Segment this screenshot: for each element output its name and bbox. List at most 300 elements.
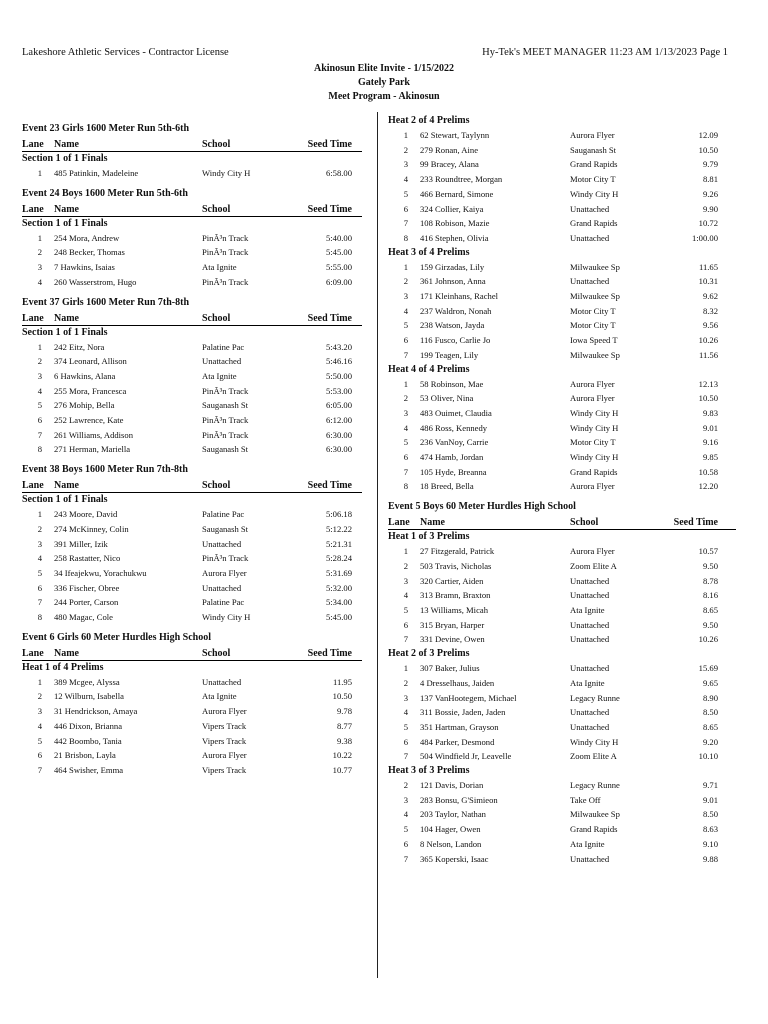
seed-time: 8.63 (702, 824, 718, 835)
athlete-name: 315 Bryan, Harper (420, 619, 485, 630)
athlete-name: 351 Hartman, Grayson (420, 721, 499, 732)
school-name: Unattached (202, 538, 242, 549)
entry-row (22, 566, 362, 581)
col-school-header: School (202, 480, 231, 492)
entry-row (388, 588, 736, 603)
seed-time: 10.77 (332, 764, 352, 775)
seed-time: 9.50 (702, 619, 718, 630)
lane-number: 7 (403, 853, 408, 864)
col-seed-header: Seed Time (307, 312, 352, 324)
lane-number: 3 (403, 159, 408, 170)
seed-time: 8.16 (702, 590, 718, 601)
seed-time: 10.22 (332, 750, 352, 761)
lane-number: 1 (403, 130, 408, 140)
entry-row (388, 749, 736, 764)
lane-number: 7 (37, 597, 42, 608)
seed-time: 8.90 (702, 692, 718, 703)
event-block (22, 296, 362, 458)
school-name: Palatine Pac (202, 597, 245, 608)
col-name-header: Name (54, 647, 79, 659)
lane-number: 2 (37, 356, 42, 367)
school-name: Legacy Runne (570, 780, 620, 791)
entry-row (22, 704, 362, 719)
event-block (388, 500, 736, 866)
entry-row (388, 377, 736, 392)
athlete-name: 254 Mora, Andrew (54, 232, 120, 243)
school-name: PinÃ³n Track (202, 232, 249, 243)
seed-time: 5:43.20 (325, 341, 352, 352)
meet-header (0, 62, 768, 104)
entry-row (388, 559, 736, 574)
entry-row (388, 705, 736, 720)
school-name: Unattached (570, 634, 610, 645)
athlete-name: 21 Brisbon, Layla (54, 750, 116, 761)
seed-time: 6:09.00 (325, 276, 352, 287)
school-name: Windy City H (570, 736, 619, 747)
lane-number: 6 (403, 736, 408, 747)
lane-number: 3 (37, 262, 42, 273)
entry-row (388, 318, 736, 333)
lane-number: 7 (403, 751, 408, 762)
entry-row (388, 778, 736, 793)
seed-time: 8.50 (702, 809, 718, 820)
lane-number: 4 (403, 174, 408, 185)
lane-number: 7 (403, 634, 408, 645)
entry-row (388, 837, 736, 852)
col-seed-header: Seed Time (307, 139, 352, 150)
heat-label: Section 1 of 1 Finals (22, 217, 108, 229)
seed-time: 9.79 (702, 159, 718, 170)
event-title: Event 23 Girls 1600 Meter Run 5th-6th (22, 123, 190, 134)
athlete-name: 236 VanNoy, Carrie (420, 437, 489, 448)
school-name: Grand Rapids (570, 824, 618, 835)
school-name: Windy City H (570, 422, 619, 433)
meet-title: Akinosun Elite Invite - 1/15/2022 (313, 63, 455, 74)
athlete-name: 474 Hamb, Jordan (420, 452, 484, 463)
col-lane-header: Lane (22, 312, 44, 324)
athlete-name: 313 Bramn, Braxton (420, 590, 491, 601)
col-seed-header: Seed Time (307, 647, 352, 659)
col-name-header: Name (420, 517, 445, 529)
seed-time: 9.26 (702, 188, 718, 199)
entry-row (388, 435, 736, 450)
entry-row (388, 544, 736, 559)
col-school-header: School (202, 647, 231, 659)
event-block (22, 187, 362, 290)
entry-row (22, 428, 362, 443)
athlete-name: 233 Roundtree, Morgan (420, 174, 503, 185)
athlete-name: 105 Hyde, Breanna (420, 466, 487, 477)
school-name: Grand Rapids (570, 466, 618, 477)
lane-number: 3 (37, 538, 42, 549)
event-title: Event 5 Boys 60 Meter Hurdles High School (388, 501, 576, 513)
seed-time: 9.83 (702, 407, 718, 418)
seed-time: 9.38 (336, 735, 352, 746)
school-name: Iowa Speed T (570, 335, 618, 346)
school-name: Motor City T (570, 320, 616, 331)
lane-number: 2 (403, 677, 408, 688)
entry-row (22, 507, 362, 522)
school-name: Unattached (570, 707, 610, 718)
school-name: PinÃ³n Track (202, 247, 249, 258)
entry-row (388, 807, 736, 822)
column-headers (388, 516, 736, 530)
seed-time: 10.26 (698, 335, 718, 346)
seed-time: 10.50 (698, 393, 718, 404)
lane-number: 5 (403, 437, 408, 448)
school-name: Aurora Flyer (202, 567, 247, 578)
entry-row (388, 421, 736, 436)
athlete-name: 258 Rastatter, Nico (54, 553, 121, 564)
athlete-name: 27 Fitzgerald, Patrick (420, 546, 495, 557)
school-name: Windy City H (570, 452, 619, 463)
col-lane-header: Lane (22, 480, 44, 492)
lane-number: 4 (403, 707, 408, 718)
entry-row (388, 304, 736, 319)
entry-row (388, 603, 736, 618)
athlete-name: 116 Fusco, Carlie Jo (420, 335, 491, 346)
athlete-name: 243 Moore, David (54, 509, 118, 520)
entry-row (388, 691, 736, 706)
athlete-name: 252 Lawrence, Kate (54, 415, 124, 426)
lane-number: 2 (37, 247, 42, 258)
lane-number: 1 (403, 378, 408, 389)
athlete-name: 504 Windfield Jr, Leavelle (420, 751, 512, 762)
entry-row (22, 719, 362, 734)
seed-time: 1:00.00 (691, 232, 718, 243)
seed-time: 8.77 (336, 720, 352, 731)
lane-number: 1 (37, 168, 42, 178)
col-lane-header: Lane (388, 517, 410, 529)
heat-label: Heat 2 of 4 Prelims (388, 115, 470, 126)
software-stamp: Hy-Tek's MEET MANAGER 11:23 AM 1/13/2023 Page 1 (482, 47, 728, 58)
seed-time: 6:30.00 (325, 444, 352, 455)
school-name: Windy City H (202, 168, 251, 178)
school-name: Ata Ignite (202, 262, 237, 273)
lane-number: 5 (403, 721, 408, 732)
school-name: Legacy Runne (570, 692, 620, 703)
lane-number: 4 (403, 809, 408, 820)
entry-row (22, 610, 362, 625)
event-title: Event 38 Boys 1600 Meter Run 7th-8th (22, 464, 188, 476)
athlete-name: 271 Herman, Mariella (54, 444, 131, 455)
col-lane-header: Lane (22, 647, 44, 659)
school-name: PinÃ³n Track (202, 415, 249, 426)
athlete-name: 53 Oliver, Nina (420, 393, 474, 404)
school-name: Unattached (570, 203, 610, 214)
lane-number: 2 (37, 691, 42, 702)
entry-row (22, 734, 362, 749)
athlete-name: 171 Kleinhans, Rachel (420, 291, 499, 302)
athlete-name: 137 VanHootegem, Michael (420, 692, 517, 703)
school-name: PinÃ³n Track (202, 553, 249, 564)
seed-time: 5:21.31 (325, 538, 352, 549)
seed-time: 9.20 (702, 736, 718, 747)
athlete-name: 6 Hawkins, Alana (54, 370, 116, 381)
seed-time: 5:06.18 (325, 509, 352, 520)
seed-time: 5:12.22 (325, 523, 352, 534)
lane-number: 6 (37, 750, 42, 761)
school-name: Unattached (202, 356, 242, 367)
athlete-name: 8 Nelson, Landon (420, 838, 482, 849)
seed-time: 9.85 (702, 452, 718, 463)
lane-number: 7 (37, 429, 42, 440)
athlete-name: 389 Mcgee, Alyssa (54, 676, 120, 687)
seed-time: 8.65 (702, 721, 718, 732)
school-name: Aurora Flyer (570, 378, 615, 389)
heat-label: Section 1 of 1 Finals (22, 494, 108, 506)
seed-time: 12.09 (698, 130, 718, 140)
athlete-name: 324 Collier, Kaiya (420, 203, 484, 214)
athlete-name: 238 Watson, Jayda (420, 320, 485, 331)
entry-row (22, 551, 362, 566)
athlete-name: 279 Ronan, Aine (420, 144, 479, 155)
heat-label: Heat 4 of 4 Prelims (388, 363, 470, 375)
athlete-name: 121 Davis, Dorian (420, 780, 484, 791)
athlete-name: 62 Stewart, Taylynn (420, 130, 490, 140)
seed-time: 9.01 (702, 794, 718, 805)
athlete-name: 503 Travis, Nicholas (420, 560, 492, 571)
school-name: Ata Ignite (202, 370, 237, 381)
entry-row (388, 143, 736, 158)
seed-time: 9.16 (702, 437, 718, 448)
athlete-name: 58 Robinson, Mae (420, 378, 484, 389)
athlete-name: 13 Williams, Micah (420, 604, 488, 615)
lane-number: 6 (403, 619, 408, 630)
seed-time: 12.20 (698, 481, 718, 492)
school-name: Sauganash St (570, 144, 617, 155)
lane-number: 6 (37, 582, 42, 593)
lane-number: 4 (37, 553, 42, 564)
lane-number: 8 (403, 232, 408, 243)
entry-row (22, 340, 362, 355)
school-name: Motor City T (570, 174, 616, 185)
event-title: Event 37 Girls 1600 Meter Run 7th-8th (22, 296, 190, 308)
heat-label: Heat 1 of 4 Prelims (22, 661, 104, 673)
heat-label: Heat 3 of 3 Prelims (388, 765, 470, 777)
lane-number: 3 (403, 575, 408, 586)
entry-row (22, 595, 362, 610)
seed-time: 5:40.00 (325, 232, 352, 243)
lane-number: 2 (37, 523, 42, 534)
lane-number: 2 (403, 780, 408, 791)
col-name-header: Name (54, 312, 79, 324)
seed-time: 5:34.00 (325, 597, 352, 608)
school-name: Vipers Track (202, 735, 247, 746)
athlete-name: 336 Fischer, Obree (54, 582, 120, 593)
athlete-name: 484 Parker, Desmond (420, 736, 495, 747)
entry-row (388, 348, 736, 363)
seed-time: 10.50 (332, 691, 352, 702)
school-name: Unattached (570, 853, 610, 864)
school-name: Ata Ignite (202, 691, 237, 702)
lane-number: 4 (37, 276, 42, 287)
lane-number: 8 (403, 481, 408, 492)
lane-number: 2 (403, 393, 408, 404)
seed-time: 6:58.00 (325, 168, 352, 178)
lane-number: 3 (403, 692, 408, 703)
event-block (22, 463, 362, 625)
entry-row (388, 661, 736, 676)
entry-row (22, 413, 362, 428)
col-school-header: School (202, 203, 231, 215)
seed-time: 11.56 (698, 349, 718, 360)
school-name: Aurora Flyer (202, 750, 247, 761)
athlete-name: 485 Patinkin, Madeleine (54, 168, 139, 178)
athlete-name: 486 Ross, Kennedy (420, 422, 488, 433)
entry-row (22, 275, 362, 290)
entry-row (388, 465, 736, 480)
school-name: PinÃ³n Track (202, 276, 249, 287)
school-name: Grand Rapids (570, 218, 618, 229)
lane-number: 8 (37, 444, 42, 455)
lane-number: 4 (37, 385, 42, 396)
lane-number: 1 (403, 261, 408, 272)
athlete-name: 274 McKinney, Colin (54, 523, 129, 534)
entry-row (388, 391, 736, 406)
athlete-name: 307 Baker, Julius (420, 663, 480, 674)
seed-time: 5:46.16 (325, 356, 352, 367)
school-name: Motor City T (570, 305, 616, 316)
entry-row (388, 720, 736, 735)
seed-time: 5:31.69 (325, 567, 352, 578)
entry-row (388, 574, 736, 589)
entry-row (22, 675, 362, 690)
col-name-header: Name (54, 139, 79, 150)
seed-time: 5:53.00 (325, 385, 352, 396)
lane-number: 1 (403, 663, 408, 674)
seed-time: 8.81 (702, 174, 718, 185)
col-school-header: School (570, 517, 599, 529)
lane-number: 6 (403, 838, 408, 849)
col-seed-header: Seed Time (307, 203, 352, 215)
athlete-name: 374 Leonard, Allison (54, 356, 127, 367)
entry-row (22, 384, 362, 399)
school-name: Milwaukee Sp (570, 349, 620, 360)
event-block (22, 631, 362, 778)
entry-row (388, 202, 736, 217)
entry-row (22, 398, 362, 413)
athlete-name: 260 Wasserstrom, Hugo (54, 276, 137, 287)
athlete-name: 442 Boombo, Tania (54, 735, 122, 746)
athlete-name: 237 Waldron, Nonah (420, 305, 492, 316)
column-headers (22, 312, 362, 326)
entry-row (388, 274, 736, 289)
seed-time: 10.31 (698, 276, 718, 287)
athlete-name: 255 Mora, Francesca (54, 385, 127, 396)
athlete-name: 203 Taylor, Nathan (420, 809, 486, 820)
seed-time: 9.50 (702, 560, 718, 571)
lane-number: 5 (37, 567, 42, 578)
col-lane-header: Lane (22, 203, 44, 215)
seed-time: 9.90 (702, 203, 718, 214)
lane-number: 4 (403, 590, 408, 601)
seed-time: 11.95 (332, 676, 352, 687)
school-name: Unattached (570, 232, 610, 243)
entry-row (22, 537, 362, 552)
seed-time: 9.65 (702, 677, 718, 688)
entry-row (388, 822, 736, 837)
col-lane-header: Lane (22, 139, 44, 150)
seed-time: 8.65 (702, 604, 718, 615)
seed-time: 5:45.00 (325, 247, 352, 258)
athlete-name: 99 Bracey, Alana (420, 159, 479, 170)
lane-number: 4 (403, 305, 408, 316)
col-name-header: Name (54, 480, 79, 492)
school-name: Windy City H (202, 612, 251, 623)
seed-time: 10.26 (698, 634, 718, 645)
seed-time: 6:05.00 (325, 400, 352, 411)
school-name: Unattached (202, 582, 242, 593)
athlete-name: 276 Mohip, Bella (54, 400, 115, 411)
school-name: PinÃ³n Track (202, 429, 249, 440)
entry-row (22, 748, 362, 763)
seed-time: 5:32.00 (325, 582, 352, 593)
seed-time: 6:30.00 (325, 429, 352, 440)
lane-number: 5 (37, 735, 42, 746)
school-name: Unattached (570, 619, 610, 630)
lane-number: 5 (403, 188, 408, 199)
column-divider (377, 112, 378, 978)
entry-row (388, 333, 736, 348)
seed-time: 9.56 (702, 320, 718, 331)
seed-time: 10.58 (698, 466, 718, 477)
school-name: Vipers Track (202, 764, 247, 775)
heat-label: Heat 3 of 4 Prelims (388, 246, 470, 258)
heat-label: Section 1 of 1 Finals (22, 326, 108, 338)
athlete-name: 446 Dixon, Brianna (54, 720, 123, 731)
lane-number: 1 (37, 509, 42, 520)
athlete-name: 108 Robison, Mazie (420, 218, 490, 229)
entry-row (388, 406, 736, 421)
column-headers (22, 138, 362, 152)
school-name: Unattached (570, 590, 610, 601)
school-name: Sauganash St (202, 444, 249, 455)
school-name: Windy City H (570, 188, 619, 199)
event-block (22, 122, 362, 181)
entry-row (22, 522, 362, 537)
seed-time: 9.71 (702, 780, 718, 791)
athlete-name: 104 Hager, Owen (420, 824, 481, 835)
entry-row (388, 289, 736, 304)
athlete-name: 416 Stephen, Olivia (420, 232, 489, 243)
seed-time: 9.01 (702, 422, 718, 433)
lane-number: 8 (37, 612, 42, 623)
heat-label: Heat 1 of 3 Prelims (388, 531, 470, 543)
seed-time: 5:55.00 (325, 262, 352, 273)
seed-time: 6:12.00 (325, 415, 352, 426)
heat-label: Section 1 of 1 Finals (22, 153, 108, 164)
athlete-name: 7 Hawkins, Isaias (54, 262, 115, 273)
entry-row (22, 689, 362, 704)
athlete-name: 18 Breed, Bella (420, 481, 474, 492)
athlete-name: 464 Swisher, Emma (54, 764, 124, 775)
col-seed-header: Seed Time (307, 480, 352, 492)
lane-number: 3 (37, 706, 42, 717)
athlete-name: 34 Ifeajekwu, Yorachukwu (54, 567, 147, 578)
col-seed-header: Seed Time (673, 517, 718, 529)
entry-row (388, 128, 736, 143)
school-name: Motor City T (570, 437, 616, 448)
entry-row (22, 442, 362, 457)
school-name: Aurora Flyer (202, 706, 247, 717)
athlete-name: 480 Magac, Cole (54, 612, 113, 623)
entry-row (388, 231, 736, 246)
event-block (388, 114, 736, 494)
entry-row (22, 245, 362, 260)
athlete-name: 242 Eitz, Nora (54, 341, 105, 352)
lane-number: 3 (403, 794, 408, 805)
